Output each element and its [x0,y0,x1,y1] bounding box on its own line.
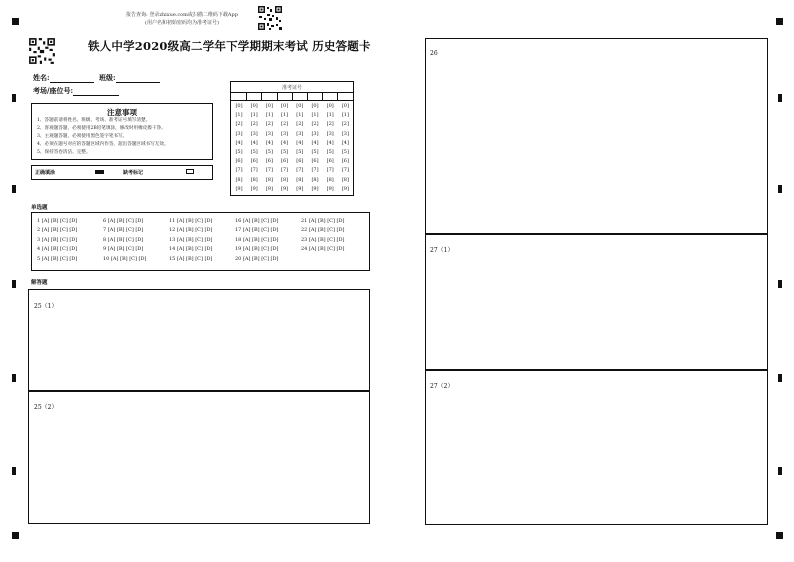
timing-mark [12,467,16,475]
choice-question-item[interactable]: 6 [A] [B] [C] [D] [103,218,144,224]
exam-id-bubble[interactable]: [8] [311,176,319,183]
choice-question-item[interactable]: 22 [A] [B] [C] [D] [301,227,345,234]
exam-id-bubble[interactable]: [2] [281,121,289,128]
exam-id-bubble[interactable]: [3] [265,130,273,137]
exam-id-bubble[interactable]: [3] [235,130,243,137]
exam-id-bubble[interactable]: [8] [235,176,243,183]
exam-id-bubble[interactable]: [4] [311,139,319,146]
exam-id-bubble[interactable]: [0] [341,103,349,109]
exam-id-bubble[interactable]: [6] [341,158,349,165]
choice-question-item[interactable]: 4 [A] [B] [C] [D] [37,246,78,253]
question-label: 25（2） [34,404,58,411]
exam-id-bubble[interactable]: [6] [235,158,243,165]
timing-mark [12,94,16,102]
name-field[interactable] [50,74,94,83]
single-choice-section-title: 单选题 [31,205,48,211]
absent-mark-checkbox[interactable] [186,169,194,174]
corner-mark-bottom-left [12,532,19,539]
exam-id-bubble[interactable]: [9] [326,185,334,192]
class-label: 班级: [99,73,116,82]
exam-id-title: 准考证号 [281,85,302,91]
exam-id-bubble[interactable]: [6] [250,158,258,165]
exam-id-bubble[interactable]: [0] [296,103,304,109]
exam-id-column-divider [261,92,262,100]
choice-question-item[interactable]: 19 [A] [B] [C] [D] [235,246,279,253]
exam-id-bubble[interactable]: [0] [250,103,258,109]
choice-question-item[interactable]: 3 [A] [B] [C] [D] [37,236,78,243]
question-label: 27（1） [430,247,454,254]
exam-id-bubble[interactable]: [8] [250,176,258,183]
question-label: 25（1） [34,303,58,310]
exam-id-bubble[interactable]: [5] [265,149,273,155]
answer-box-26[interactable] [425,38,768,235]
exam-id-bubble[interactable]: [3] [341,130,349,137]
exam-id-bubble[interactable]: [8] [296,176,304,183]
exam-id-bubble[interactable]: [9] [250,185,258,192]
exam-id-bubble[interactable]: [2] [235,121,243,128]
exam-id-bubble[interactable]: [0] [281,103,289,109]
exam-id-column-divider [307,92,308,100]
exam-id-bubble[interactable]: [9] [296,185,304,192]
answer-section-title: 解答题 [31,280,48,286]
choice-question-item[interactable]: 5 [A] [B] [C] [D] [37,255,78,262]
exam-id-bubble[interactable]: [1] [281,112,289,119]
exam-id-column-divider [277,92,278,100]
choice-question-item[interactable]: 11 [A] [B] [C] [D] [169,218,213,224]
choice-question-item[interactable]: 9 [A] [B] [C] [D] [103,246,144,253]
exam-id-bubble[interactable]: [7] [341,167,349,174]
notice-item: 2、客观题答题，必须使用2B铅笔填涂，修改时用橡皮擦干净。 [37,126,166,131]
exam-id-column-divider [337,92,338,100]
exam-id-bubble[interactable]: [1] [235,112,243,119]
exam-id-bubble[interactable]: [3] [296,130,304,137]
notice-item: 1、答题前请将姓名、班级、考场、准考证号填写清楚。 [37,118,151,123]
exam-id-bubble[interactable]: [8] [341,176,349,183]
room-seat-field[interactable] [73,87,119,96]
exam-id-bubble[interactable]: [9] [281,185,289,192]
exam-id-bubble[interactable]: [3] [281,130,289,137]
choice-question-item[interactable]: 2 [A] [B] [C] [D] [37,227,78,234]
answer-box-27-2[interactable] [425,369,768,525]
absent-mark-label: 缺考标记 [123,170,144,176]
exam-id-bubble[interactable]: [0] [265,103,273,109]
exam-id-bubble[interactable]: [5] [311,149,319,155]
notice-item: 5、保持答卷清洁、完整。 [37,150,91,155]
notice-title: 注意事项 [107,108,137,117]
class-field[interactable] [116,74,160,83]
exam-id-bubble[interactable]: [1] [326,112,334,119]
timing-mark [778,280,782,288]
exam-id-bubble[interactable]: [6] [296,158,304,165]
exam-id-bubble[interactable]: [0] [235,103,243,109]
exam-id-bubble[interactable]: [7] [311,167,319,174]
exam-id-bubble[interactable]: [7] [326,167,334,174]
exam-id-bubble[interactable]: [8] [326,176,334,183]
notice-item: 3、主观题答题，必须使用黑色签字笔书写。 [37,134,128,139]
notice-box [31,103,213,160]
exam-id-bubble[interactable]: [2] [341,121,349,128]
exam-id-bubble[interactable]: [4] [250,139,258,146]
exam-id-bubble[interactable]: [8] [281,176,289,183]
choice-question-item[interactable]: 1 [A] [B] [C] [D] [37,218,78,224]
exam-id-bubble[interactable]: [7] [265,167,273,174]
choice-question-item[interactable]: 8 [A] [B] [C] [D] [103,236,144,243]
timing-mark [778,185,782,193]
exam-id-column-divider [292,92,293,100]
exam-id-bubble[interactable]: [8] [265,176,273,183]
exam-id-bubble[interactable]: [3] [311,130,319,137]
exam-id-bubble[interactable]: [4] [235,139,243,146]
question-label: 26 [430,50,438,57]
choice-question-item[interactable]: 12 [A] [B] [C] [D] [169,227,213,234]
exam-id-bubble[interactable]: [6] [326,158,334,165]
report-query-line2: (用户名和初始密码均为准考证号) [145,20,219,26]
exam-id-bubble[interactable]: [4] [265,139,273,146]
exam-id-write-row [231,100,353,101]
exam-id-box [230,81,354,196]
exam-id-column-divider [246,92,247,100]
choice-question-item[interactable]: 18 [A] [B] [C] [D] [235,236,279,243]
room-seat-row [33,86,119,96]
exam-id-bubble[interactable]: [7] [235,167,243,174]
notice-item: 4、必须在题号对应的答题区域内作答，超出答题区域书写无效。 [37,142,169,147]
qr-code-icon [28,37,56,65]
timing-mark [12,280,16,288]
choice-question-item[interactable]: 20 [A] [B] [C] [D] [235,255,279,262]
timing-mark [778,374,782,382]
answer-box-25-2[interactable] [28,390,370,524]
exam-id-bubble[interactable]: [1] [265,112,273,119]
name-label: 姓名: [33,73,50,82]
exam-id-bubble[interactable]: [3] [326,130,334,137]
exam-id-bubble[interactable]: [6] [281,158,289,165]
exam-id-bubble[interactable]: [7] [281,167,289,174]
choice-question-item[interactable]: 21 [A] [B] [C] [D] [301,218,345,224]
exam-id-bubble[interactable]: [1] [311,112,319,119]
choice-question-item[interactable]: 14 [A] [B] [C] [D] [169,246,213,253]
timing-mark [778,467,782,475]
choice-question-item[interactable]: 24 [A] [B] [C] [D] [301,246,345,253]
exam-id-column-divider [322,92,323,100]
exam-id-bubble[interactable]: [4] [296,139,304,146]
choice-question-item[interactable]: 7 [A] [B] [C] [D] [103,227,144,234]
exam-id-bubble[interactable]: [9] [311,185,319,192]
exam-id-bubble[interactable]: [6] [265,158,273,165]
correct-fill-label: 正确填涂 [35,170,56,176]
exam-id-bubble[interactable]: [6] [311,158,319,165]
corner-mark-top-left [12,18,19,25]
exam-id-bubble[interactable]: [4] [281,139,289,146]
answer-box-27-1[interactable] [425,233,768,371]
exam-id-bubble[interactable]: [5] [341,149,349,155]
exam-id-bubble[interactable]: [4] [341,139,349,146]
exam-id-bubble[interactable]: [1] [296,112,304,119]
answer-box-25-1[interactable] [28,289,370,392]
timing-mark [12,374,16,382]
exam-id-bubble[interactable]: [7] [250,167,258,174]
report-query-note [112,11,252,27]
report-query-line1: 报告查询: 登录zhixue.com或扫描二维码下载App [126,12,238,18]
choice-question-item[interactable]: 10 [A] [B] [C] [D] [103,255,147,262]
exam-id-bubble[interactable]: [1] [250,112,258,119]
choice-question-item[interactable]: 15 [A] [B] [C] [D] [169,255,213,262]
exam-id-bubble[interactable]: [2] [265,121,273,128]
exam-id-bubble[interactable]: [2] [311,121,319,128]
exam-id-bubble[interactable]: [9] [265,185,273,192]
exam-id-bubble[interactable]: [3] [250,130,258,137]
single-choice-box [31,212,370,271]
page-title: 铁人中学2020级高二学年下学期期末考试 历史答题卡 [88,39,371,53]
room-seat-label: 考场/座位号: [33,86,74,95]
qr-code-icon [257,5,283,31]
choice-question-item[interactable]: 23 [A] [B] [C] [D] [301,236,345,243]
exam-id-bubble[interactable]: [9] [235,185,243,192]
exam-id-bubble[interactable]: [9] [341,185,349,192]
corner-mark-top-right [776,18,783,25]
correct-fill-sample-icon [95,170,104,174]
exam-id-bubble[interactable]: [1] [341,112,349,119]
exam-id-bubble[interactable]: [4] [326,139,334,146]
exam-id-bubble[interactable]: [5] [281,149,289,155]
timing-mark [778,94,782,102]
exam-id-bubble[interactable]: [5] [235,149,243,155]
exam-id-bubble[interactable]: [7] [296,167,304,174]
question-label: 27（2） [430,383,454,390]
exam-id-bubble[interactable]: [5] [250,149,258,155]
exam-id-bubble[interactable]: [2] [296,121,304,128]
exam-id-bubble[interactable]: [0] [311,103,319,109]
exam-id-bubble[interactable]: [2] [250,121,258,128]
exam-id-bubble[interactable]: [2] [326,121,334,128]
choice-question-item[interactable]: 16 [A] [B] [C] [D] [235,218,279,224]
exam-id-bubble[interactable]: [5] [296,149,304,155]
timing-mark [12,185,16,193]
student-info-row [33,73,160,83]
exam-id-bubble[interactable]: [5] [326,149,334,155]
choice-question-item[interactable]: 13 [A] [B] [C] [D] [169,236,213,243]
fill-legend-box [31,165,213,180]
exam-id-bubble[interactable]: [0] [326,103,334,109]
corner-mark-bottom-right [776,532,783,539]
choice-question-item[interactable]: 17 [A] [B] [C] [D] [235,227,279,234]
